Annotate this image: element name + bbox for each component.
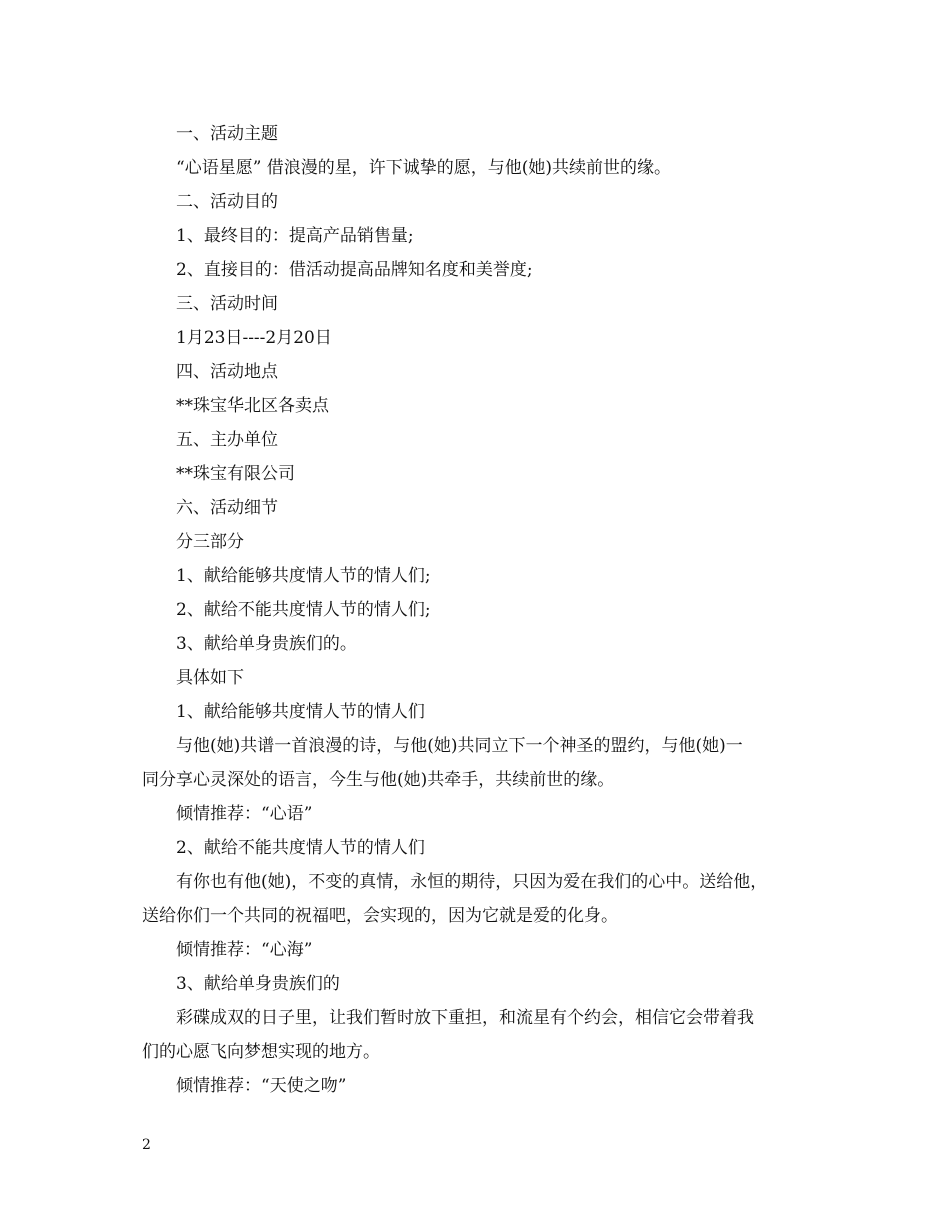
paragraph-line: 们的心愿飞向梦想实现的地方。 (142, 1042, 380, 1062)
recommendation-1: 倾情推荐：“心语” (176, 804, 313, 824)
details-specific-intro: 具体如下 (176, 668, 244, 688)
section-heading-details: 六、活动细节 (176, 498, 278, 518)
section-heading-time: 三、活动时间 (176, 294, 278, 314)
location-text: **珠宝华北区各卖点 (176, 396, 329, 416)
paragraph-line: 有你也有他(她)，不变的真情，永恒的期待，只因为爱在我们的心中。送给他， (176, 872, 768, 892)
recommendation-3: 倾情推荐：“天使之吻” (176, 1076, 347, 1096)
subsection-2-paragraph (142, 865, 822, 933)
section-heading-theme: 一、活动主题 (176, 124, 278, 144)
paragraph-line: 送给你们一个共同的祝福吧，会实现的，因为它就是爱的化身。 (142, 906, 618, 926)
subsection-1-paragraph (142, 729, 822, 797)
paragraph-line: 与他(她)共谱一首浪漫的诗，与他(她)共同立下一个神圣的盟约，与他(她)一 (176, 736, 743, 756)
subsection-heading-3: 3、献给单身贵族们的 (176, 974, 340, 994)
details-item-3: 3、献给单身贵族们的。 (176, 634, 357, 654)
section-heading-organizer: 五、主办单位 (176, 430, 278, 450)
details-intro: 分三部分 (176, 532, 244, 552)
document-body (142, 117, 822, 1103)
recommendation-2: 倾情推荐：“心海” (176, 940, 313, 960)
section-heading-location: 四、活动地点 (176, 362, 278, 382)
subsection-3-paragraph (142, 1001, 822, 1069)
paragraph-line: 彩碟成双的日子里，让我们暂时放下重担，和流星有个约会，相信它会带着我 (176, 1008, 754, 1028)
section-heading-purpose: 二、活动目的 (176, 192, 278, 212)
subsection-heading-1: 1、献给能够共度情人节的情人们 (176, 702, 425, 722)
paragraph-line: 同分享心灵深处的语言，今生与他(她)共牵手，共续前世的缘。 (142, 770, 615, 790)
purpose-item-1: 1、最终目的：提高产品销售量; (176, 226, 414, 246)
details-item-2: 2、献给不能共度情人节的情人们; (176, 600, 431, 620)
time-text: 1月23日----2月20日 (176, 328, 332, 348)
page-number: 2 (142, 1137, 151, 1153)
purpose-item-2: 2、直接目的：借活动提高品牌知名度和美誉度; (176, 260, 533, 280)
details-item-1: 1、献给能够共度情人节的情人们; (176, 566, 431, 586)
subsection-heading-2: 2、献给不能共度情人节的情人们 (176, 838, 425, 858)
theme-text: “心语星愿” 借浪漫的星，许下诚挚的愿，与他(她)共续前世的缘。 (176, 158, 672, 178)
organizer-text: **珠宝有限公司 (176, 464, 295, 484)
